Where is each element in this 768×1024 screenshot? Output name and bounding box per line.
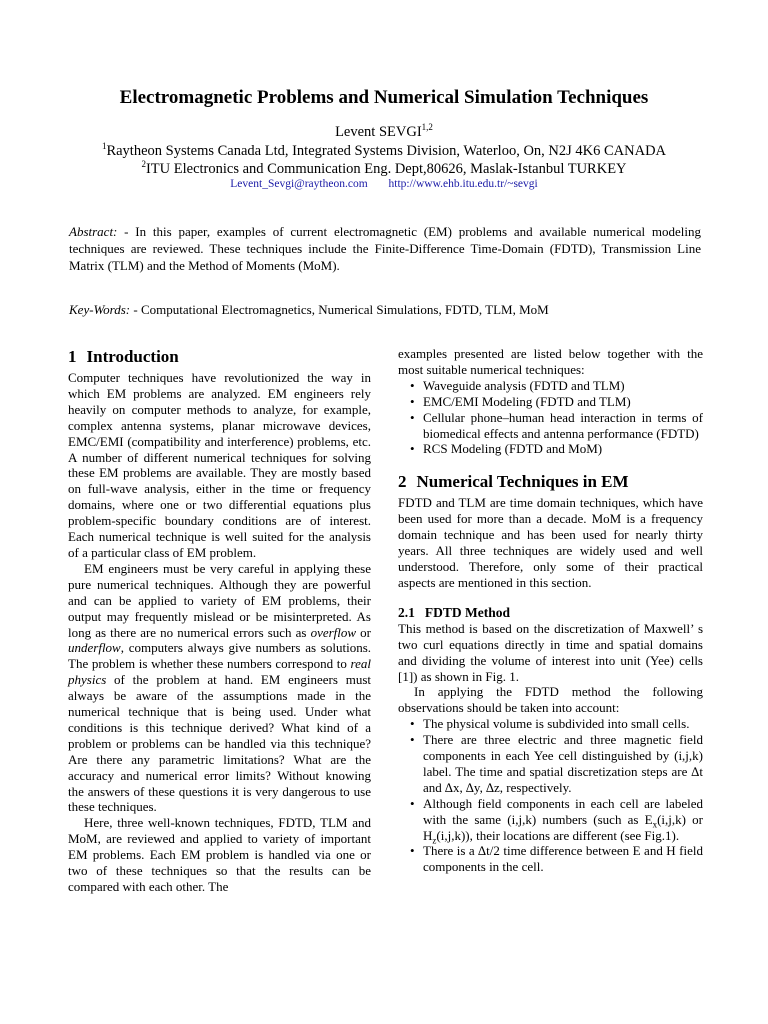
author-name: Levent SEVGI: [335, 124, 422, 140]
list-item: • There are three electric and three magnetic field components in each Yee cell distinguished by (i,j,k) label. The time and spatial discretization steps are ∆t and ∆x, ∆y, ∆z, respectively.: [398, 732, 703, 796]
list-item: • There is a ∆t/2 time difference between E and H field components in the cell.: [398, 843, 703, 875]
affiliation-2-text: ITU Electronics and Communication Eng. Dept,80626, Maslak-Istanbul TURKEY: [145, 161, 627, 177]
affiliation-1-text: Raytheon Systems Canada Ltd, Integrated Systems Division, Waterloo, On, N2J 4K6 CANADA: [106, 143, 667, 159]
intro-p2-part-b: , computers always give numbers as solutions. The problem is whether these numbers correspond to: [68, 640, 371, 672]
real-physics-term: real physics: [68, 656, 371, 688]
obs-3-sub-z: z: [432, 835, 437, 846]
intro-paragraph-1: Computer techniques have revolutionized the way in which EM problems are analyzed. EM engineers rely heavily on computer methods to analyze, for example, complex antenna systems, planar microwave devices, EMC/EMI (compatibility and interference) problems, etc. A number of different numerical techniques for solving these EM problems are available. They are mostly based on full-wave analysis, either in the time or frequency domains, where one or two differential equations plus problem-specific boundary conditions are of interest. Each numerical technique is well suited for the analysis of a particular class of EM problem.: [68, 370, 371, 560]
intro-paragraph-3: Here, three well-known techniques, FDTD, TLM and MoM, are reviewed and applied to variety of important EM problems. Each EM problem is handled via one or two of these techniques so that the results can be compared with each other. The: [68, 815, 371, 894]
intro-p2-or: or: [356, 624, 371, 640]
keywords: [69, 301, 701, 318]
examples-intro: examples presented are listed below together with the most suitable numerical techniques:: [398, 346, 703, 377]
section-2-1-number: 2.1: [398, 604, 415, 620]
author-line: [0, 124, 768, 141]
fdtd-paragraph-2: In applying the FDTD method the following observations should be taken into account:: [398, 684, 703, 716]
obs-3-sub-x: x: [652, 819, 658, 830]
author-email-link[interactable]: Levent_Sevgi@raytheon.com: [230, 178, 368, 190]
underflow-term: underflow: [68, 640, 121, 656]
list-item: [398, 796, 703, 844]
list-item: • Cellular phone–human head interaction in terms of biomedical effects and antenna performance (FDTD): [398, 410, 703, 442]
section-2-paragraph: FDTD and TLM are time domain techniques, which have been used for more than a decade. MoM is a frequency domain technique and has been used for nearly thirty years. All three techniques are widely used and well understood. Therefore, only some of their practical aspects are mentioned in this section.: [398, 495, 703, 590]
section-1-heading: [68, 346, 371, 368]
obs-3-part-a: Although field components in each cell are labeled with the same (i,j,k) numbers (such as E: [423, 795, 703, 827]
affiliation-2-mark: 2: [141, 159, 146, 170]
obs-3-part-b: (i,j,k) or H: [423, 811, 703, 843]
affiliation-2: [0, 161, 768, 178]
right-column: [398, 346, 703, 875]
author-homepage-link[interactable]: http://www.ehb.itu.edu.tr/~sevgi: [388, 178, 538, 190]
paper-title: Electromagnetic Problems and Numerical Simulation Techniques: [119, 87, 649, 108]
intro-p2-part-a: EM engineers must be very careful in applying these pure numerical techniques. Although they are powerful and can be applied to variety of EM problems, their output may frequently mislead or be misinterpreted. As long as there are no numerical errors such as: [68, 560, 371, 640]
abstract: [69, 223, 701, 274]
list-item: • EMC/EMI Modeling (FDTD and TLM): [398, 394, 703, 410]
section-1-number: 1: [68, 347, 77, 366]
overflow-term: overflow: [310, 624, 357, 640]
affiliation-1-mark: 1: [101, 141, 107, 152]
section-2-number: 2: [398, 472, 407, 492]
section-2-title: Numerical Techniques in EM: [416, 472, 629, 492]
list-item: • Waveguide analysis (FDTD and TLM): [398, 378, 703, 394]
list-item: • RCS Modeling (FDTD and MoM): [398, 441, 703, 457]
section-2-1-heading: [398, 604, 703, 621]
contact-line: [0, 178, 768, 190]
fdtd-paragraph-1: This method is based on the discretization of Maxwell’ s two curl equations directly in time and spatial domains and dividing the volume of interest into unit (Yee) cells [1]) as shown in Fig. 1.: [398, 620, 703, 684]
keywords-label: Key-Words:: [69, 302, 131, 317]
intro-paragraph-2: [68, 561, 371, 816]
fdtd-observations-list: [398, 716, 703, 875]
left-column: [68, 346, 371, 895]
list-item: • The physical volume is subdivided into small cells.: [398, 716, 703, 732]
affiliation-1: [0, 143, 768, 160]
abstract-text: - In this paper, examples of current electromagnetic (EM) problems and available numerical modeling techniques are reviewed. These techniques include the Finite-Difference Time-Domain (FDTD), Transmission Line Matrix (TLM) and the Method of Moments (MoM).: [69, 224, 701, 273]
section-1-title: Introduction: [86, 347, 179, 366]
author-affiliation-marks: 1,2: [421, 122, 433, 133]
section-2-1-title: FDTD Method: [424, 604, 510, 620]
abstract-label: Abstract:: [69, 224, 118, 239]
examples-list: [398, 378, 703, 458]
intro-p2-part-c: of the problem at hand. EM engineers must always be aware of the assumptions made in the numerical technique that is being used. Under what conditions is this technique derived? What kind of a problem or problems can be handled via this technique? Are there any parametric limitations? What are the accuracy and numerical error limits? Without knowing the answers of these questions it is very dangerous to use these techniques.: [68, 672, 371, 815]
keywords-text: - Computational Electromagnetics, Numerical Simulations, FDTD, TLM, MoM: [130, 302, 549, 317]
section-2-heading: [398, 471, 703, 493]
obs-3-part-c: (i,j,k)), their locations are different (see Fig.1).: [436, 827, 680, 843]
